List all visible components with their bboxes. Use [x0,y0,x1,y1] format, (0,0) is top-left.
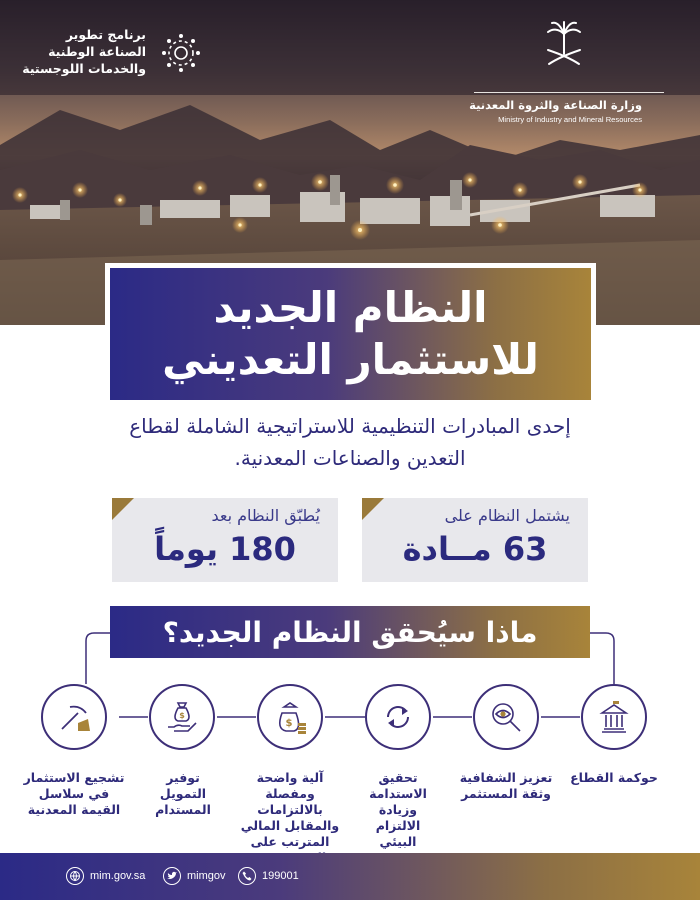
goal-circle-governance [581,684,647,750]
stat-label: يُطبّق النظام بعد [211,506,320,525]
ministry-logo [469,20,670,124]
pickaxe-ore-icon [56,699,92,735]
svg-text:$: $ [179,711,185,720]
goal-label: تحقيق الاستدامة وزيادة الالتزام البيئي [369,770,427,849]
goal-label: تعزيز الشفافية وثقة المستثمر [459,770,553,801]
goal-label: آلية واضحة ومفصلة بالالتزامات والمقابل المالي المترتب على [240,770,340,849]
intro-text: إحدى المبادرات التنظيمية للاستراتيجية الشاملة لقطاع التعدين والصناعات المعدنية. [129,414,571,470]
phone-icon [238,867,256,885]
magnifier-eye-icon [488,699,524,735]
goal-circle-transparency [473,684,539,750]
stat-label: يشتمل النظام على [444,506,570,525]
money-bag-coins-icon [272,699,308,735]
government-building-icon [596,699,632,735]
goal-circle-investment [41,684,107,750]
goal-circle-sustainability [365,684,431,750]
phone-number-text: 199001 [262,870,299,882]
svg-text:$: $ [285,718,293,729]
goal-circle-funding [149,684,215,750]
ministry-name-english: Ministry of Industry and Mineral Resources [498,115,642,124]
footer-website[interactable] [66,866,145,886]
program-logo-text: برنامج تطوير الصناعة الوطنية والخدمات اللوجستية [22,27,146,76]
question-text: ماذا سيُحقق النظام الجديد؟ [162,615,538,649]
twitter-handle-text: mimgov [187,870,226,882]
stat-value: 63 مــادة [402,530,548,568]
footer-twitter[interactable] [163,866,226,886]
twitter-bird-icon [163,867,181,885]
palm-swords-emblem-icon [544,20,584,66]
industry-program-logo [22,26,222,86]
footer-bar [0,853,700,900]
goal-label: حوكمة القطاع [570,770,658,785]
goal-label: توفير التمويل المستدام [155,770,211,817]
logo-divider-line [474,92,664,93]
card-corner-accent [112,498,134,520]
goal-circle-obligations [257,684,323,750]
title-box [110,268,591,400]
program-star-mark-icon [160,32,202,74]
footer-phone[interactable] [238,866,299,886]
cycle-arrows-icon [380,699,416,735]
card-corner-accent [362,498,384,520]
title-line-2: للاستثمار التعديني [162,335,539,384]
money-hand-icon [164,699,200,735]
globe-icon [66,867,84,885]
stat-card-days [112,498,338,582]
title-banner [105,263,596,405]
stat-value: 180 يوماً [154,530,296,568]
stat-card-articles [362,498,588,582]
ministry-name-arabic: وزارة الصناعة والثروة المعدنية [469,98,642,112]
title-line-1: النظام الجديد [213,283,488,332]
question-banner [110,606,590,658]
website-text: mim.gov.sa [90,870,146,882]
goal-label: تشجيع الاستثمار في سلاسل القيمة المعدنية [23,770,125,817]
